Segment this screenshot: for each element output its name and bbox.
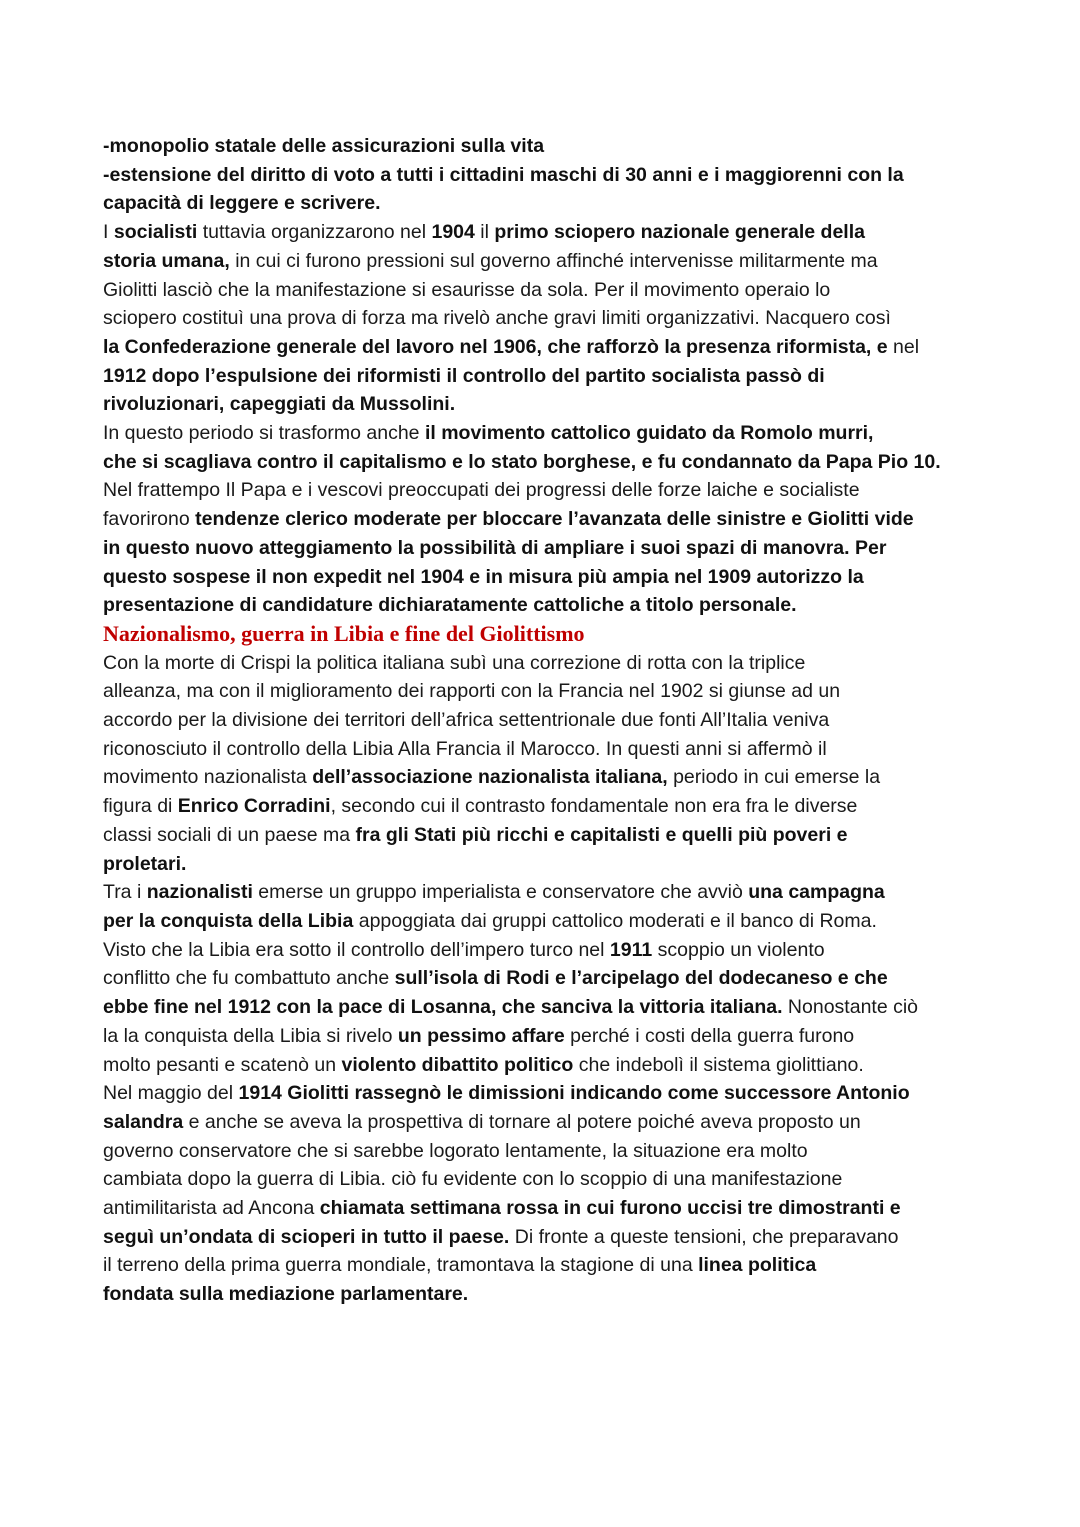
text-line [103,993,1003,1022]
bold-text-run: -monopolio statale delle assicurazioni sulla vita [103,135,545,157]
text-line [103,362,1003,391]
text-run: la la conquista della Libia si rivelo [103,1024,398,1047]
text-line [103,735,1003,764]
text-run: antimilitarista ad Ancona [103,1197,320,1220]
text-line [103,1280,1003,1309]
bold-text-run: storia umana, [103,249,230,272]
text-run: il [474,221,495,244]
text-line [103,1079,1003,1108]
text-run: Nazionalismo, guerra in Libia e fine del Giolittismo [103,620,585,646]
bold-text-run: linea politica [698,1254,817,1277]
text-line [103,333,1003,362]
text-run: e anche se aveva la prospettiva di tornare al potere poiché aveva proposto un [183,1110,861,1133]
paragraph-libia [103,878,1003,1309]
text-line [103,1137,1003,1166]
bold-text-run: salandra [103,1110,184,1133]
text-run: scoppio un violento [652,938,825,961]
text-line [103,763,1003,792]
text-run: Tra i [103,881,147,904]
paragraph-socialisti [103,218,1003,419]
text-line [103,390,1003,419]
text-line [103,878,1003,907]
text-run: governo conservatore che si sarebbe logorato lentamente, la situazione era molto [103,1139,808,1162]
text-line [103,419,1003,448]
bold-text-run: per la conquista della Libia [103,909,354,932]
text-run: molto pesanti e scatenò un [103,1053,342,1076]
bold-text-run: -estensione del diritto di voto a tutti i cittadini maschi di 30 anni e i maggiorenni con la [103,163,904,186]
text-run: riconosciuto il controllo della Libia Alla Francia il Marocco. In questi anni si affermò il [103,737,827,760]
bold-text-run: fondata sulla mediazione parlamentare. [103,1283,469,1306]
text-run: emerse un gruppo imperialista e conservatore che avviò [252,881,749,904]
text-line [103,1022,1003,1051]
text-run: alleanza, ma con il miglioramento dei rapporti con la Francia nel 1902 si giunse ad un [103,680,841,703]
section-heading-text [103,620,1003,649]
text-line [103,534,1003,563]
text-run: figura di [103,795,178,818]
text-run: il terreno della prima guerra mondiale, tramontava la stagione di una [103,1254,699,1277]
text-line [103,1251,1003,1280]
text-run: favorirono [103,508,196,531]
text-run: in cui ci furono pressioni sul governo affinché intervenisse militarmente ma [229,249,878,272]
text-run: cambiata dopo la guerra di Libia. ciò fu evidente con lo scoppio di una manifestazione [103,1168,843,1191]
text-line [103,218,1003,247]
bold-text-run: 1911 [609,938,653,961]
bold-text-run: seguì un’ondata di scioperi in tutto il paese. [103,1225,510,1248]
text-run: accordo per la divisione dei territori dell’africa settentrionale due fonti All’Italia veniva [103,709,830,732]
document-page [103,132,1003,1309]
text-line [103,189,1003,218]
text-line [103,448,1003,477]
text-line [103,563,1003,592]
bold-text-run: la Confederazione generale del lavoro nel 1906, che rafforzò la presenza riformista, e [103,335,888,358]
bold-text-run: proletari. [103,852,187,875]
text-line [103,907,1003,936]
bold-text-run: in questo nuovo atteggiamento la possibilità di ampliare i suoi spazi di manovra. Per [103,536,887,559]
text-line [103,247,1003,276]
bold-text-run: socialisti [113,221,198,244]
text-line [103,1051,1003,1080]
text-line [103,649,1003,678]
text-run: I [103,221,114,244]
bold-text-run: un pessimo affare [397,1024,565,1047]
text-run: Nonostante ciò [782,996,919,1019]
text-run: Visto che la Libia era sotto il controllo dell’impero turco nel [103,938,610,961]
text-run: perché i costi della guerra furono [564,1024,855,1047]
bold-text-run: che si scagliava contro il capitalismo e lo stato borghese, e fu condannato da Papa Pio 10. [103,450,941,473]
text-line [103,1194,1003,1223]
text-run: periodo in cui emerse la [667,766,881,789]
bold-text-run: 1912 dopo l’espulsione dei riformisti il controllo del partito socialista passò di [103,364,825,387]
text-line [103,1108,1003,1137]
text-run: sciopero costituì una prova di forza ma rivelò anche gravi limiti organizzativi. Nacquero così [103,307,891,330]
text-line [103,1223,1003,1252]
bold-text-run: sull’isola di Rodi e l’arcipelago del dodecaneso e che [394,967,888,990]
text-run: movimento nazionalista [103,766,313,789]
text-line [103,792,1003,821]
text-run: appoggiata dai gruppi cattolico moderati e il banco di Roma. [353,909,877,932]
bold-text-run: presentazione di candidature dichiaratamente cattoliche a titolo personale. [103,594,797,617]
text-run: Giolitti lasciò che la manifestazione si esaurisse da sola. Per il movimento operaio lo [103,278,831,301]
bold-text-run: 1904 [431,221,475,244]
text-run: In questo periodo si trasformo anche [103,422,425,445]
bold-text-run: questo sospese il non expedit nel 1904 e in misura più ampia nel 1909 autorizzo la [103,565,864,588]
text-run: Di fronte a queste tensioni, che preparavano [509,1225,899,1248]
bold-text-run: nazionalisti [146,881,253,904]
text-line [103,964,1003,993]
text-run: nel [887,335,920,358]
text-run: Con la morte di Crispi la politica italiana subì una correzione di rotta con la triplice [103,651,806,674]
bold-text-run: ebbe fine nel 1912 con la pace di Losanna, che sanciva la vittoria italiana. [103,996,783,1019]
paragraph-riforme [103,132,1003,218]
text-line [103,505,1003,534]
text-line [103,132,1003,161]
bold-text-run: tendenze clerico moderate per bloccare l’avanzata delle sinistre e Giolitti vide [195,508,914,531]
text-line [103,476,1003,505]
paragraph-nazionalismo [103,649,1003,879]
bold-text-run: primo sciopero nazionale generale della [494,221,865,244]
text-line [103,161,1003,190]
text-line [103,1165,1003,1194]
text-run: tuttavia organizzarono nel [197,221,432,244]
bold-text-run: una campagna [748,881,885,904]
text-line [103,821,1003,850]
bold-text-run: il movimento cattolico guidato da Romolo murri, [424,422,874,445]
text-run: Nel maggio del [103,1082,239,1105]
bold-text-run: rivoluzionari, capeggiati da Mussolini. [103,393,456,416]
text-line [103,677,1003,706]
text-line [103,706,1003,735]
text-run: che indebolì il sistema giolittiano. [573,1053,864,1076]
bold-text-run: fra gli Stati più ricchi e capitalisti e quelli più poveri e [355,823,848,846]
bold-text-run: violento dibattito politico [341,1053,574,1076]
text-run: classi sociali di un paese ma [103,823,356,846]
text-line [103,850,1003,879]
bold-text-run: dell’associazione nazionalista italiana, [312,766,668,789]
text-run: conflitto che fu combattuto anche [103,967,395,990]
text-line [103,936,1003,965]
text-line [103,276,1003,305]
bold-text-run: capacità di leggere e scrivere. [103,192,381,215]
text-line [103,591,1003,620]
bold-text-run: Enrico Corradini [177,795,331,818]
bold-text-run: 1914 Giolitti rassegnò le dimissioni indicando come successore Antonio [238,1082,910,1105]
bold-text-run: chiamata settimana rossa in cui furono uccisi tre dimostranti e [319,1197,901,1220]
section-heading [103,620,1003,649]
text-run: , secondo cui il contrasto fondamentale non era fra le diverse [330,795,858,818]
text-line [103,304,1003,333]
paragraph-cattolici [103,419,1003,620]
text-run: Nel frattempo Il Papa e i vescovi preoccupati dei progressi delle forze laiche e socialiste [103,479,860,502]
